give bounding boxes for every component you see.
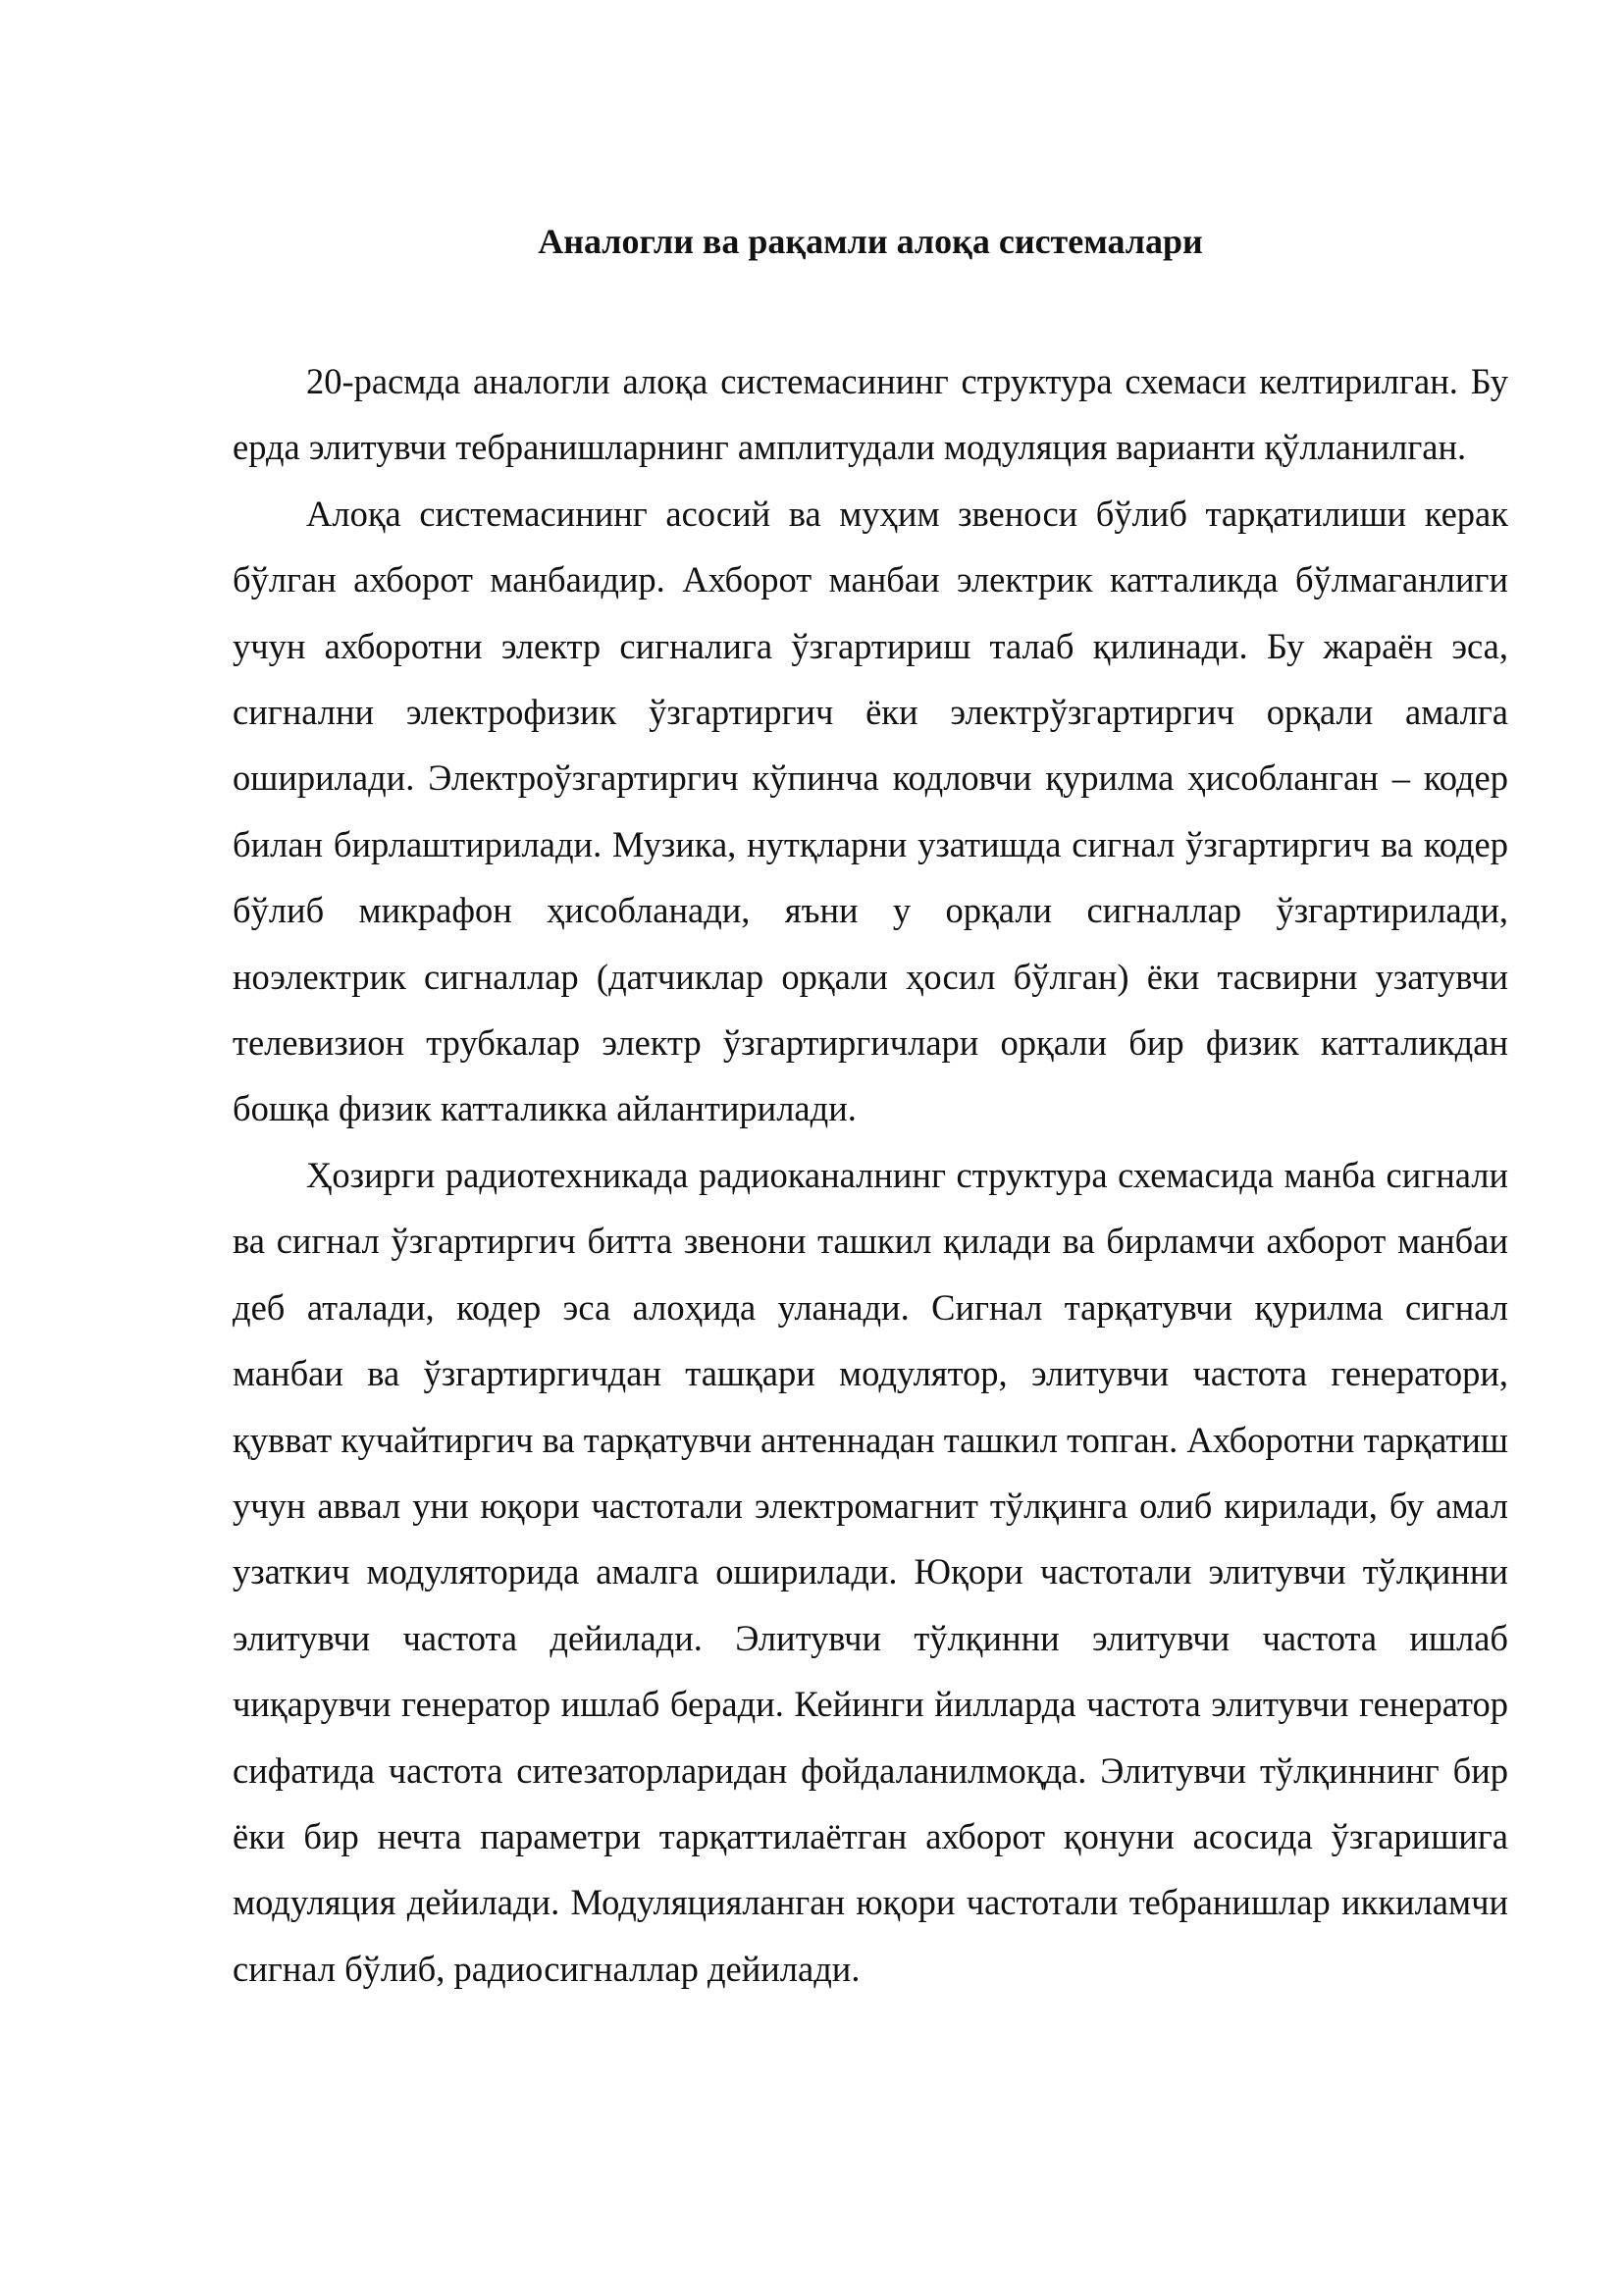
paragraph: Ҳозирги радиотехникада радиоканалнинг структура схемасида манба сигнали ва сигнал ўзгартиргич битта звенони ташкил қилади ва бирламчи ахборот манбаи деб аталади, кодер эса алоҳида уланади. Сигнал тарқатувчи қурилма сигнал манбаи ва ўзгартиргичдан ташқари модулятор, элитувчи частота генератори, қувват кучайтиргич ва тарқатувчи антеннадан ташкил топган. Ахборотни тарқатиш учун аввал уни юқори частотали электромагнит тўлқинга олиб кирилади, бу амал узаткич модуляторида амалга оширилади. Юқори частотали элитувчи тўлқинни элитувчи частота дейилади. Элитувчи тўлқинни элитувчи частота ишлаб чиқарувчи генератор ишлаб беради. Кейинги йилларда частота элитувчи генератор сифатида частота ситезаторларидан фойдаланилмоқда. Элитувчи тўлқиннинг бир ёки бир нечта параметри тарқаттилаётган ахборот қонуни асосида ўзгаришига модуляция дейилади. Модуляцияланган юқори частотали тебранишлар иккиламчи сигнал бўлиб, радиосигналлар дейилади. — [233, 1154, 1508, 1989]
document-body — [233, 348, 1508, 2002]
paragraph: 20-расмда аналогли алоқа системасининг структура схемаси келтирилган. Бу ерда элитувчи тебранишларнинг амплитудали модуляция варианти қўлланилган. — [233, 361, 1508, 468]
page-title: Аналогли ва рақамли алоқа системалари — [538, 222, 1203, 261]
paragraph: Алоқа системасининг асосий ва муҳим звеноси бўлиб тарқатилиши керак бўлган ахборот манбаидир. Ахборот манбаи электрик катталикда бўлмаганлиги учун ахборотни электр сигналига ўзгартириш талаб қилинади. Бу жараён эса, сигнални электрофизик ўзгартиргич ёки электрўзгартиргич орқали амалга оширилади. Электроўзгартиргич кўпинча кодловчи қурилма ҳисобланган – кодер билан бирлаштирилади. Музика, нутқларни узатишда сигнал ўзгартиргич ва кодер бўлиб микрафон ҳисобланади, яъни у орқали сигналлар ўзгартирилади, ноэлектрик сигналлар (датчиклар орқали ҳосил бўлган) ёки тасвирни узатувчи телевизион трубкалар электр ўзгартиргичлари орқали бир физик катталикдан бошқа физик катталикка айлантирилади. — [233, 493, 1508, 1129]
